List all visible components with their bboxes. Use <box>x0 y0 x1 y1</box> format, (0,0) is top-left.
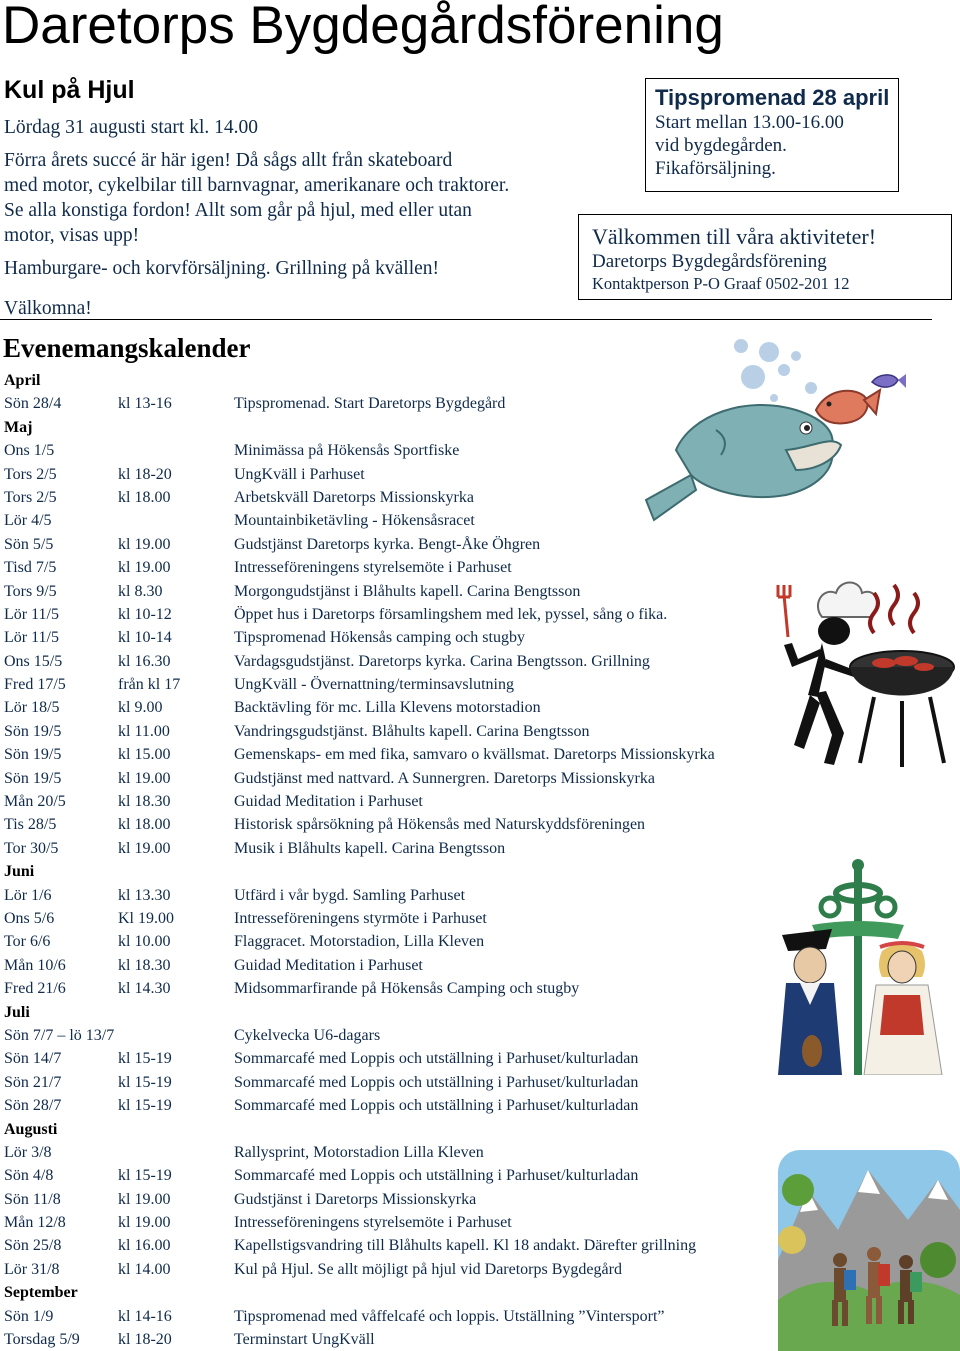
event-time: Kl 19.00 <box>118 909 174 927</box>
page-title: Daretorps Bygdegårdsförening <box>2 0 724 55</box>
food-line: Hamburgare- och korvförsäljning. Grillning på kvällen! <box>4 258 440 279</box>
calendar-event-row <box>4 1258 804 1281</box>
calendar-title: Evenemangskalender <box>3 333 251 363</box>
event-time: kl 19.00 <box>118 769 171 787</box>
calendar-event-row <box>4 884 804 907</box>
tipspromenad-box <box>645 78 899 192</box>
calendar-event-row <box>4 1188 804 1211</box>
event-description: UngKväll i Parhuset <box>234 465 365 483</box>
welcome-box <box>578 214 952 300</box>
event-description: Sommarcafé med Loppis och utställning i Parhuset/kulturladan <box>234 1050 639 1068</box>
event-day: Mån 10/6 <box>4 956 66 974</box>
event-day: Sön 1/9 <box>4 1307 54 1325</box>
tipspromenad-line: Fikaförsäljning. <box>655 158 776 179</box>
event-description: Gemenskaps- em med fika, samvaro o kvällsmat. Daretorps Missionskyrka <box>234 746 715 764</box>
calendar-month-heading: Maj <box>4 418 33 436</box>
event-day: Lör 31/8 <box>4 1260 60 1278</box>
calendar-event-row <box>4 743 804 766</box>
event-time: kl 19.00 <box>118 1214 171 1232</box>
event-day: Tors 2/5 <box>4 488 57 506</box>
event-day: Lör 4/5 <box>4 512 52 530</box>
event-time: kl 14.30 <box>118 980 171 998</box>
welcome-org: Daretorps Bygdegårdsförening <box>592 251 827 272</box>
event-time: kl 13-16 <box>118 395 172 413</box>
event-time: kl 10-12 <box>118 605 172 623</box>
intro-text-line: motor, visas upp! <box>4 225 140 246</box>
event-day: Torsdag 5/9 <box>4 1331 80 1349</box>
event-day: Tis 28/5 <box>4 816 57 834</box>
tipspromenad-title: Tipspromenad 28 april <box>655 85 890 110</box>
event-time: kl 10.00 <box>118 933 171 951</box>
event-time: kl 18.30 <box>118 793 171 811</box>
calendar-event-row <box>4 1071 804 1094</box>
event-description: Tipspromenad Hökensås camping och stugby <box>234 629 525 647</box>
event-description: Midsommarfirande på Hökensås Camping och stugby <box>234 980 580 998</box>
calendar-event-row <box>4 650 804 673</box>
event-day: Sön 21/7 <box>4 1073 62 1091</box>
event-time: kl 14-16 <box>118 1307 172 1325</box>
event-time: kl 18-20 <box>118 1331 172 1349</box>
calendar-event-row <box>4 603 804 626</box>
calendar-event-row <box>4 696 804 719</box>
event-description: Kapellstigsvandring till Blåhults kapell. Kl 18 andakt. Därefter grillning <box>234 1237 697 1255</box>
event-time: kl 15.00 <box>118 746 171 764</box>
event-time: från kl 17 <box>118 676 181 694</box>
calendar-event-row <box>4 977 804 1000</box>
event-day: Tor 30/5 <box>4 839 59 857</box>
tipspromenad-line: Start mellan 13.00-16.00 <box>655 112 844 133</box>
divider <box>0 319 932 320</box>
event-description: Arbetskväll Daretorps Missionskyrka <box>234 488 474 506</box>
event-time: kl 14.00 <box>118 1260 171 1278</box>
calendar-month-heading: April <box>4 372 41 389</box>
midsummer-couple-icon <box>772 855 952 1075</box>
calendar-event-row <box>4 533 804 556</box>
event-day: Sön 14/7 <box>4 1050 62 1068</box>
event-day: Sön 5/5 <box>4 535 54 553</box>
event-time: kl 19.00 <box>118 535 171 553</box>
calendar-event-row <box>4 556 804 579</box>
event-day: Ons 1/5 <box>4 442 55 460</box>
event-day: Lör 3/8 <box>4 1143 52 1161</box>
closing-line: Välkomna! <box>4 298 92 319</box>
barbecue-chef-icon <box>764 575 960 775</box>
event-description: Cykelvecka U6-dagars <box>234 1026 381 1044</box>
calendar-event-row <box>4 1211 804 1234</box>
event-time: kl 18.30 <box>118 956 171 974</box>
event-description: Gudstjänst med nattvard. A Sunnergren. Daretorps Missionskyrka <box>234 769 655 787</box>
event-time: kl 15-19 <box>118 1050 172 1068</box>
event-day: Tors 2/5 <box>4 465 57 483</box>
event-description: Gudstjänst i Daretorps Missionskyrka <box>234 1190 477 1208</box>
event-day: Sön 19/5 <box>4 769 62 787</box>
event-description: Utfärd i vår bygd. Samling Parhuset <box>234 886 466 904</box>
event-day: Ons 5/6 <box>4 909 55 927</box>
event-day: Sön 7/7 – lö 13/7 <box>4 1026 115 1044</box>
event-description: Intresseföreningens styrelsemöte i Parhuset <box>234 559 512 577</box>
calendar-month-heading: Augusti <box>4 1120 58 1138</box>
calendar-month-heading: September <box>4 1284 78 1302</box>
event-description: Gudstjänst Daretorps kyrka. Bengt-Åke Öhgren <box>234 535 541 553</box>
calendar-event-row <box>4 1234 804 1257</box>
calendar-event-row <box>4 930 804 953</box>
event-day: Sön 28/4 <box>4 395 62 413</box>
event-time: kl 19.00 <box>118 1190 171 1208</box>
event-time: kl 16.00 <box>118 1237 171 1255</box>
event-time: kl 15-19 <box>118 1073 172 1091</box>
calendar-event-row <box>4 1164 804 1187</box>
event-description: Flaggracet. Motorstadion, Lilla Kleven <box>234 933 485 951</box>
calendar-event-row <box>4 1024 804 1047</box>
intro-text-line: med motor, cykelbilar till barnvagnar, amerikanare och traktorer. <box>4 175 510 196</box>
calendar-event-row <box>4 767 804 790</box>
event-time: kl 18-20 <box>118 465 172 483</box>
event-description: Tipspromenad med våffelcafé och loppis. Utställning ”Vintersport” <box>234 1307 665 1325</box>
event-day: Sön 4/8 <box>4 1167 54 1185</box>
event-time: kl 13.30 <box>118 886 171 904</box>
event-description: Sommarcafé med Loppis och utställning i Parhuset/kulturladan <box>234 1073 639 1091</box>
calendar-event-row <box>4 1305 804 1328</box>
calendar-month-heading: Juni <box>4 863 35 881</box>
event-day: Lör 18/5 <box>4 699 60 717</box>
event-description: Sommarcafé med Loppis och utställning i Parhuset/kulturladan <box>234 1167 639 1185</box>
event-day: Tor 6/6 <box>4 933 51 951</box>
event-time: kl 15-19 <box>118 1097 172 1115</box>
calendar-event-row <box>4 580 804 603</box>
calendar-event-row <box>4 907 804 930</box>
event-time: kl 18.00 <box>118 488 171 506</box>
event-day: Lör 11/5 <box>4 605 59 623</box>
calendar-event-row <box>4 720 804 743</box>
event-day: Sön 19/5 <box>4 722 62 740</box>
event-description: Vardagsgudstjänst. Daretorps kyrka. Carina Bengtsson. Grillning <box>234 652 650 670</box>
calendar-event-row <box>4 673 804 696</box>
calendar-event-row <box>4 626 804 649</box>
event-day: Sön 25/8 <box>4 1237 62 1255</box>
calendar-event-row <box>4 1141 804 1164</box>
event-description: Sommarcafé med Loppis och utställning i Parhuset/kulturladan <box>234 1097 639 1115</box>
event-description: Kul på Hjul. Se allt möjligt på hjul vid Daretorps Bygdegård <box>234 1260 622 1278</box>
calendar-month-heading: Juli <box>4 1003 30 1021</box>
event-description: Backtävling för mc. Lilla Klevens motorstadion <box>234 699 541 717</box>
calendar-event-row <box>4 954 804 977</box>
event-day: Lör 11/5 <box>4 629 59 647</box>
event-description: Intresseföreningens styrmöte i Parhuset <box>234 909 487 927</box>
event-date-line: Lördag 31 augusti start kl. 14.00 <box>4 117 259 138</box>
event-time: kl 15-19 <box>118 1167 172 1185</box>
hikers-icon <box>778 1150 960 1351</box>
event-day: Sön 28/7 <box>4 1097 62 1115</box>
event-time: kl 11.00 <box>118 722 170 740</box>
tipspromenad-line: vid bygdegården. <box>655 135 787 156</box>
event-description: Öppet hus i Daretorps församlingshem med lek, pyssel, sång o fika. <box>234 605 668 623</box>
calendar-event-row <box>4 1047 804 1070</box>
calendar-event-row <box>4 1094 804 1117</box>
event-time: kl 9.00 <box>118 699 163 717</box>
event-day: Tisd 7/5 <box>4 559 57 577</box>
event-day: Tors 9/5 <box>4 582 57 600</box>
event-description: Guidad Meditation i Parhuset <box>234 956 423 974</box>
event-description: Guidad Meditation i Parhuset <box>234 793 423 811</box>
section-title-kul-pa-hjul: Kul på Hjul <box>4 76 135 104</box>
event-time: kl 19.00 <box>118 559 171 577</box>
event-day: Fred 17/5 <box>4 676 66 694</box>
calendar-event-row <box>4 790 804 813</box>
fish-icon <box>636 330 906 535</box>
intro-text-line: Se alla konstiga fordon! Allt som går på hjul, med eller utan <box>4 200 472 221</box>
event-day: Sön 19/5 <box>4 746 62 764</box>
event-time: kl 19.00 <box>118 839 171 857</box>
event-time: kl 10-14 <box>118 629 172 647</box>
event-time: kl 16.30 <box>118 652 171 670</box>
event-time: kl 18.00 <box>118 816 171 834</box>
event-description: UngKväll - Övernattning/terminsavslutning <box>234 676 514 694</box>
event-time: kl 8.30 <box>118 582 163 600</box>
event-description: Vandringsgudstjänst. Blåhults kapell. Carina Bengtsson <box>234 722 590 740</box>
event-description: Mountainbiketävling - Hökensåsracet <box>234 512 475 530</box>
event-day: Lör 1/6 <box>4 886 52 904</box>
intro-text-line: Förra årets succé är här igen! Då sågs allt från skateboard <box>4 150 453 171</box>
calendar-event-row <box>4 1328 804 1351</box>
event-description: Tipspromenad. Start Daretorps Bygdegård <box>234 395 506 413</box>
event-description: Minimässa på Hökensås Sportfiske <box>234 442 460 460</box>
event-day: Mån 12/8 <box>4 1214 66 1232</box>
calendar-event-row <box>4 813 804 836</box>
event-description: Musik i Blåhults kapell. Carina Bengtsson <box>234 839 506 857</box>
event-day: Fred 21/6 <box>4 980 66 998</box>
event-description: Terminstart UngKväll <box>234 1331 375 1349</box>
event-description: Intresseföreningens styrelsemöte i Parhuset <box>234 1214 512 1232</box>
calendar-event-row <box>4 837 804 860</box>
event-day: Ons 15/5 <box>4 652 63 670</box>
welcome-contact: Kontaktperson P-O Graaf 0502-201 12 <box>592 274 850 293</box>
welcome-title: Välkommen till våra aktiviteter! <box>592 224 877 249</box>
event-day: Sön 11/8 <box>4 1190 61 1208</box>
event-description: Rallysprint, Motorstadion Lilla Kleven <box>234 1143 484 1161</box>
event-description: Historisk spårsökning på Hökensås med Naturskyddsföreningen <box>234 816 646 834</box>
event-description: Morgongudstjänst i Blåhults kapell. Carina Bengtsson <box>234 582 581 600</box>
event-day: Mån 20/5 <box>4 793 66 811</box>
